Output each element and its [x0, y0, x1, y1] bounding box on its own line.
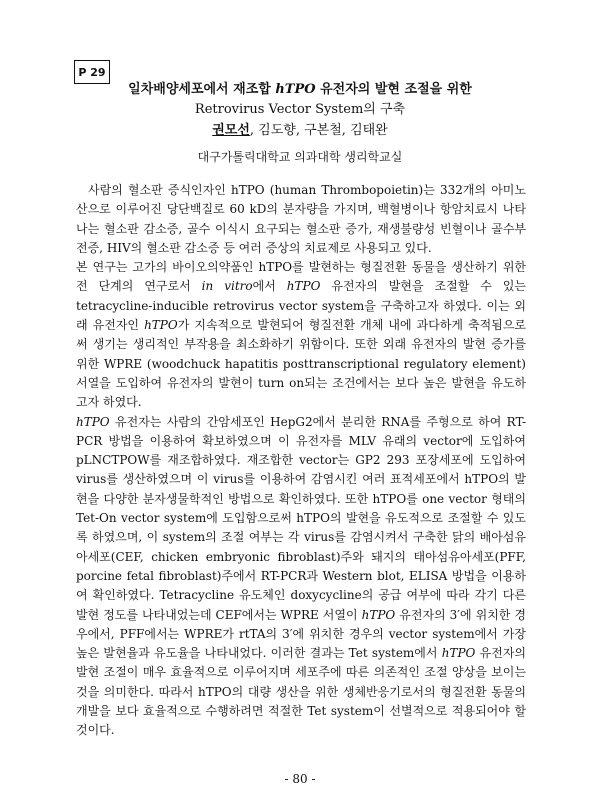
text-run: 에서: [252, 279, 287, 294]
title-line-2: [60, 100, 540, 120]
abstract-paragraph-3: [76, 413, 526, 741]
poster-id: P 29: [78, 65, 106, 79]
text-run: 유전자의 3′에 위치한 경우에서, PFF에서는 WPRE가 rtTA의 3′에 위치한 경우의 vector system에서 가장 높은 발현율과 유도율을 나타내었다. 이러한 결과는 Tet system에서: [76, 607, 526, 661]
text-run: 가 지속적으로 발현되어 형질전환 개체 내에 과다하게 축적됨으로써 생기는 생리적인 부작용을 최소화하기 위함이다. 또한 외래 유전자의 발현 증가를 위한 WPRE (woodchuck hapatitis posttranscriptional regulatory element) 서열을 도입하여 유전자의 발현이 turn on되는 조건에서는 보다 높은 발현을 유도하고자 하였다.: [76, 318, 527, 410]
title-block: [60, 80, 540, 142]
title-line-1: [60, 80, 540, 100]
title-line-2-text: Retrovirus Vector System의 구축: [194, 102, 406, 117]
italic-term: in vitro: [201, 279, 253, 294]
presenting-author: 권모선: [212, 123, 250, 138]
abstract-body: [76, 181, 526, 741]
italic-term: hTPO: [144, 318, 178, 333]
italic-term: hTPO: [76, 414, 110, 429]
abstract-paragraph-2: [76, 258, 526, 412]
abstract-paragraph-1: 사람의 혈소판 증식인자인 hTPO (human Thrombopoietin)는 332개의 아미노산으로 이루어진 당단백질로 60 kD의 분자량을 가지며, 백혈병이나 항암치료시 나타나는 혈소판 감소증, 골수 이식시 요구되는 혈소판 증가, 재생불량성 빈혈이나 골수부전증, HIV의 혈소판 감소증 등 여러 증상의 치료제로 사용되고 있다.: [76, 183, 526, 255]
text-run: 유전자의 발현 조절이 매우 효율적으로 이루어지며 세포주에 따른 의존적인 조절 양상을 보이는 것을 의미한다. 따라서 hTPO의 대량 생산을 위한 생체반응기로서의 형질전환 동물의 개발을 보다 효율적으로 수행하려면 적절한 Tet system이 선별적으로 적용되어야 할 것이다.: [76, 646, 526, 738]
affiliation: 대구가톨릭대학교 의과대학 생리학교실: [197, 150, 403, 164]
title-line-1-text: 일차배양세포에서 재조합 hTPO 유전자의 발현 조절을 위한: [128, 82, 472, 97]
page-number: - 80 -: [284, 772, 316, 786]
italic-term: hTPO: [441, 646, 476, 661]
co-authors: , 김도향, 구본철, 김태완: [249, 123, 388, 138]
italic-term: hTPO: [286, 279, 321, 294]
text-run: 유전자는 사람의 간암세포인 HepG2에서 분리한 RNA를 주형으로 하여 RT-PCR 방법을 이용하여 확보하였으며 이 유전자를 MLV 유래의 vector에 도입하여 pLNCTPOW를 재조합하였다. 재조합한 vector는 GP2 293 포장세포에 도입하여 virus를 생산하였으며 이 virus를 이용하여 감염시킨 여러 표적세포에서 hTPO의 발현을 다양한 분자생물학적인 방법으로 확인하였다. 또한 hTPO를 one vector 형태의 Tet-On vector system에 도입함으로써 hTPO의 발현을 유도적으로 조절할 수 있도록 하였으며, 이 system의 조절 여부는 각 virus를 감염시켜서 구축한 닭의 배아섬유아세포(CEF, chicken embryonic fibroblast)주와 돼지의 태아섬유아세포(PFF, porcine fetal fibroblast)주에서 RT-PCR과 Western blot, ELISA 방법을 이용하여 확인하였다. Tetracycline 유도체인 doxycycline의 공급 여부에 따라 각기 다른 발현 정도를 나타내었는데 CEF에서는 WPRE 서열이: [76, 414, 526, 622]
text-run: 본 연구는 고가의 바이오의약품인 hTPO를 발현하는 형질전환 동물을 생산하기 위한 전 단계의 연구로서: [76, 260, 526, 294]
text-run: 유전자의 발현을 조절할 수 있는 tetracycline-inducible retrovirus vector system을 구축하고자 하였다. 이는 외래 유전자인: [76, 279, 527, 333]
author-list: [60, 120, 540, 142]
italic-term: hTPO: [361, 607, 396, 622]
